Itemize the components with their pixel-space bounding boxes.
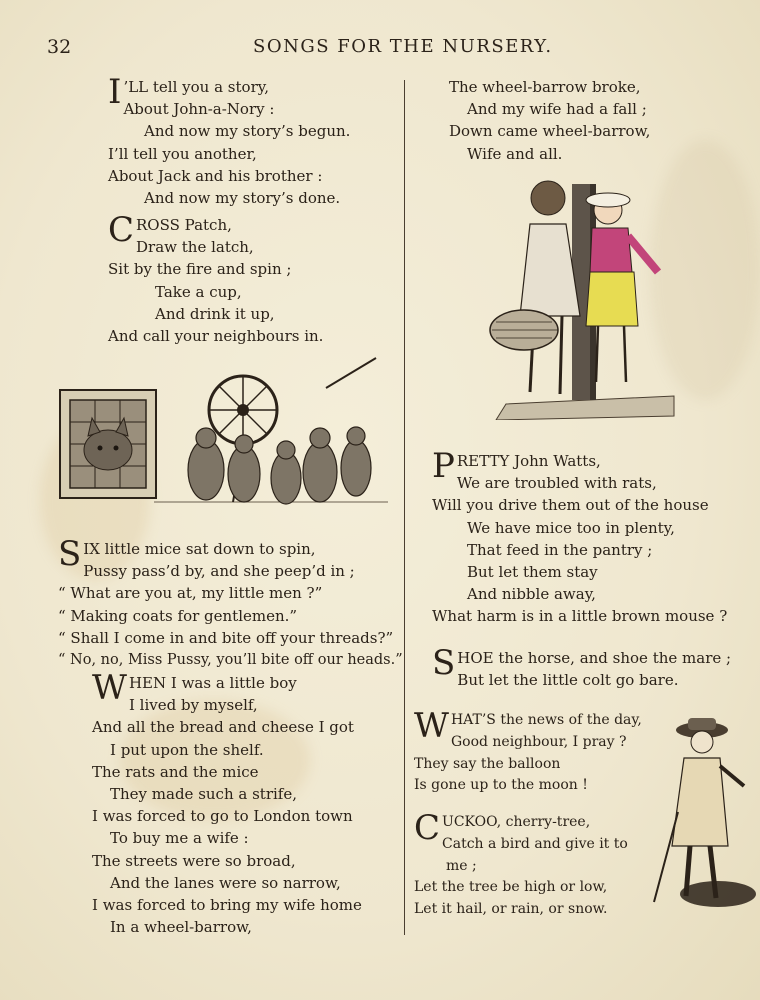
verse-line: “ Shall I come in and bite off your threads?” bbox=[58, 628, 394, 647]
verse-line: Is gone up to the moon ! bbox=[414, 777, 588, 794]
boy-and-girl-illustration bbox=[486, 176, 676, 420]
verse-line: ROSS Patch, bbox=[136, 216, 232, 234]
verse-line: In a wheel-barrow, bbox=[110, 918, 252, 937]
poem-pretty-john-watts bbox=[432, 446, 728, 628]
verse-line: Wife and all. bbox=[467, 144, 563, 163]
verse-line: What harm is in a little brown mouse ? bbox=[432, 607, 728, 626]
drop-cap: P bbox=[432, 446, 455, 486]
verse-line: “ Making coats for gentlemen.” bbox=[58, 606, 298, 625]
drop-cap: W bbox=[414, 706, 449, 746]
verse-line: We are troubled with rats, bbox=[456, 474, 657, 493]
verse-line: I put upon the shelf. bbox=[110, 740, 264, 759]
drop-cap: S bbox=[58, 534, 82, 574]
verse-line: The rats and the mice bbox=[92, 762, 259, 781]
verse-line: HOE the horse, and shoe the mare ; bbox=[457, 649, 732, 667]
verse-line: UCKOO, cherry-tree, bbox=[442, 814, 591, 830]
verse-line: IX little mice sat down to spin, bbox=[83, 540, 316, 558]
poem-whats-the-news bbox=[414, 706, 642, 797]
verse-line: RETTY John Watts, bbox=[456, 452, 601, 470]
verse-line: I was forced to bring my wife home bbox=[92, 896, 362, 915]
verse-line: Let the tree be high or low, bbox=[414, 879, 608, 896]
column-divider bbox=[404, 80, 405, 935]
verse-line: And now my story’s done. bbox=[144, 189, 341, 208]
verse-line: Down came wheel-barrow, bbox=[449, 122, 651, 141]
verse-line: And all the bread and cheese I got bbox=[92, 718, 354, 737]
verse-line: HAT’S the news of the day, bbox=[450, 712, 642, 728]
verse-line: Sit by the fire and spin ; bbox=[108, 260, 292, 279]
page-number: 32 bbox=[47, 36, 72, 58]
verse-line: Will you drive them out of the house bbox=[432, 496, 709, 515]
verse-line: That feed in the pantry ; bbox=[467, 540, 653, 559]
verse-line: Pussy pass’d by, and she peep’d in ; bbox=[83, 562, 355, 581]
drop-cap: C bbox=[108, 210, 135, 250]
cat-and-mice-illustration bbox=[58, 352, 394, 532]
man-with-stick-illustration bbox=[640, 716, 758, 916]
verse-line: ’LL tell you a story, bbox=[123, 78, 269, 96]
verse-line: Catch a bird and give it to bbox=[442, 835, 628, 852]
drop-cap: C bbox=[414, 808, 441, 848]
verse-line: And my wife had a fall ; bbox=[467, 100, 647, 119]
verse-line: I’ll tell you another, bbox=[108, 144, 257, 163]
verse-line: “ No, no, Miss Pussy, you’ll bite off our heads.” bbox=[58, 652, 403, 669]
verse-line: Take a cup, bbox=[155, 282, 242, 301]
verse-line: The streets were so broad, bbox=[92, 851, 296, 870]
verse-line: me ; bbox=[446, 857, 477, 874]
verse-line: And the lanes were so narrow, bbox=[110, 873, 341, 892]
verse-line: I lived by myself, bbox=[128, 696, 258, 715]
verse-line: We have mice too in plenty, bbox=[467, 518, 675, 537]
verse-line: Draw the latch, bbox=[136, 238, 254, 257]
verse-line: About John-a-Nory : bbox=[123, 100, 275, 119]
verse-line: And drink it up, bbox=[155, 304, 275, 323]
poem-shoe-the-horse bbox=[432, 643, 732, 691]
drop-cap: S bbox=[432, 643, 456, 683]
poem-cuckoo-cherry-tree bbox=[414, 808, 628, 921]
verse-line: But let the little colt go bare. bbox=[457, 671, 679, 690]
verse-line: Let it hail, or rain, or snow. bbox=[414, 901, 608, 918]
verse-line: About Jack and his brother : bbox=[108, 166, 323, 185]
verse-line: They say the balloon bbox=[414, 755, 561, 772]
poem-when-i-was-a-little-boy bbox=[92, 668, 362, 938]
verse-line: The wheel-barrow broke, bbox=[449, 78, 641, 96]
drop-cap: I bbox=[108, 72, 122, 112]
poem-story bbox=[108, 72, 351, 209]
verse-line: Good neighbour, I pray ? bbox=[450, 733, 627, 750]
verse-line: They made such a strife, bbox=[110, 785, 297, 804]
running-head: SONGS FOR THE NURSERY. bbox=[253, 36, 553, 57]
poem-wheel-barrow-continued bbox=[449, 76, 650, 165]
verse-line: But let them stay bbox=[467, 563, 598, 582]
verse-line: “ What are you at, my little men ?” bbox=[58, 584, 323, 603]
verse-line: HEN I was a little boy bbox=[128, 674, 297, 692]
verse-line: And now my story’s begun. bbox=[144, 122, 351, 141]
drop-cap: W bbox=[92, 668, 127, 708]
verse-line: To buy me a wife : bbox=[110, 829, 249, 848]
verse-line: And call your neighbours in. bbox=[108, 327, 324, 346]
verse-line: And nibble away, bbox=[467, 585, 596, 604]
poem-cross-patch bbox=[108, 210, 324, 347]
verse-line: I was forced to go to London town bbox=[92, 807, 353, 826]
poem-six-little-mice bbox=[58, 534, 403, 671]
